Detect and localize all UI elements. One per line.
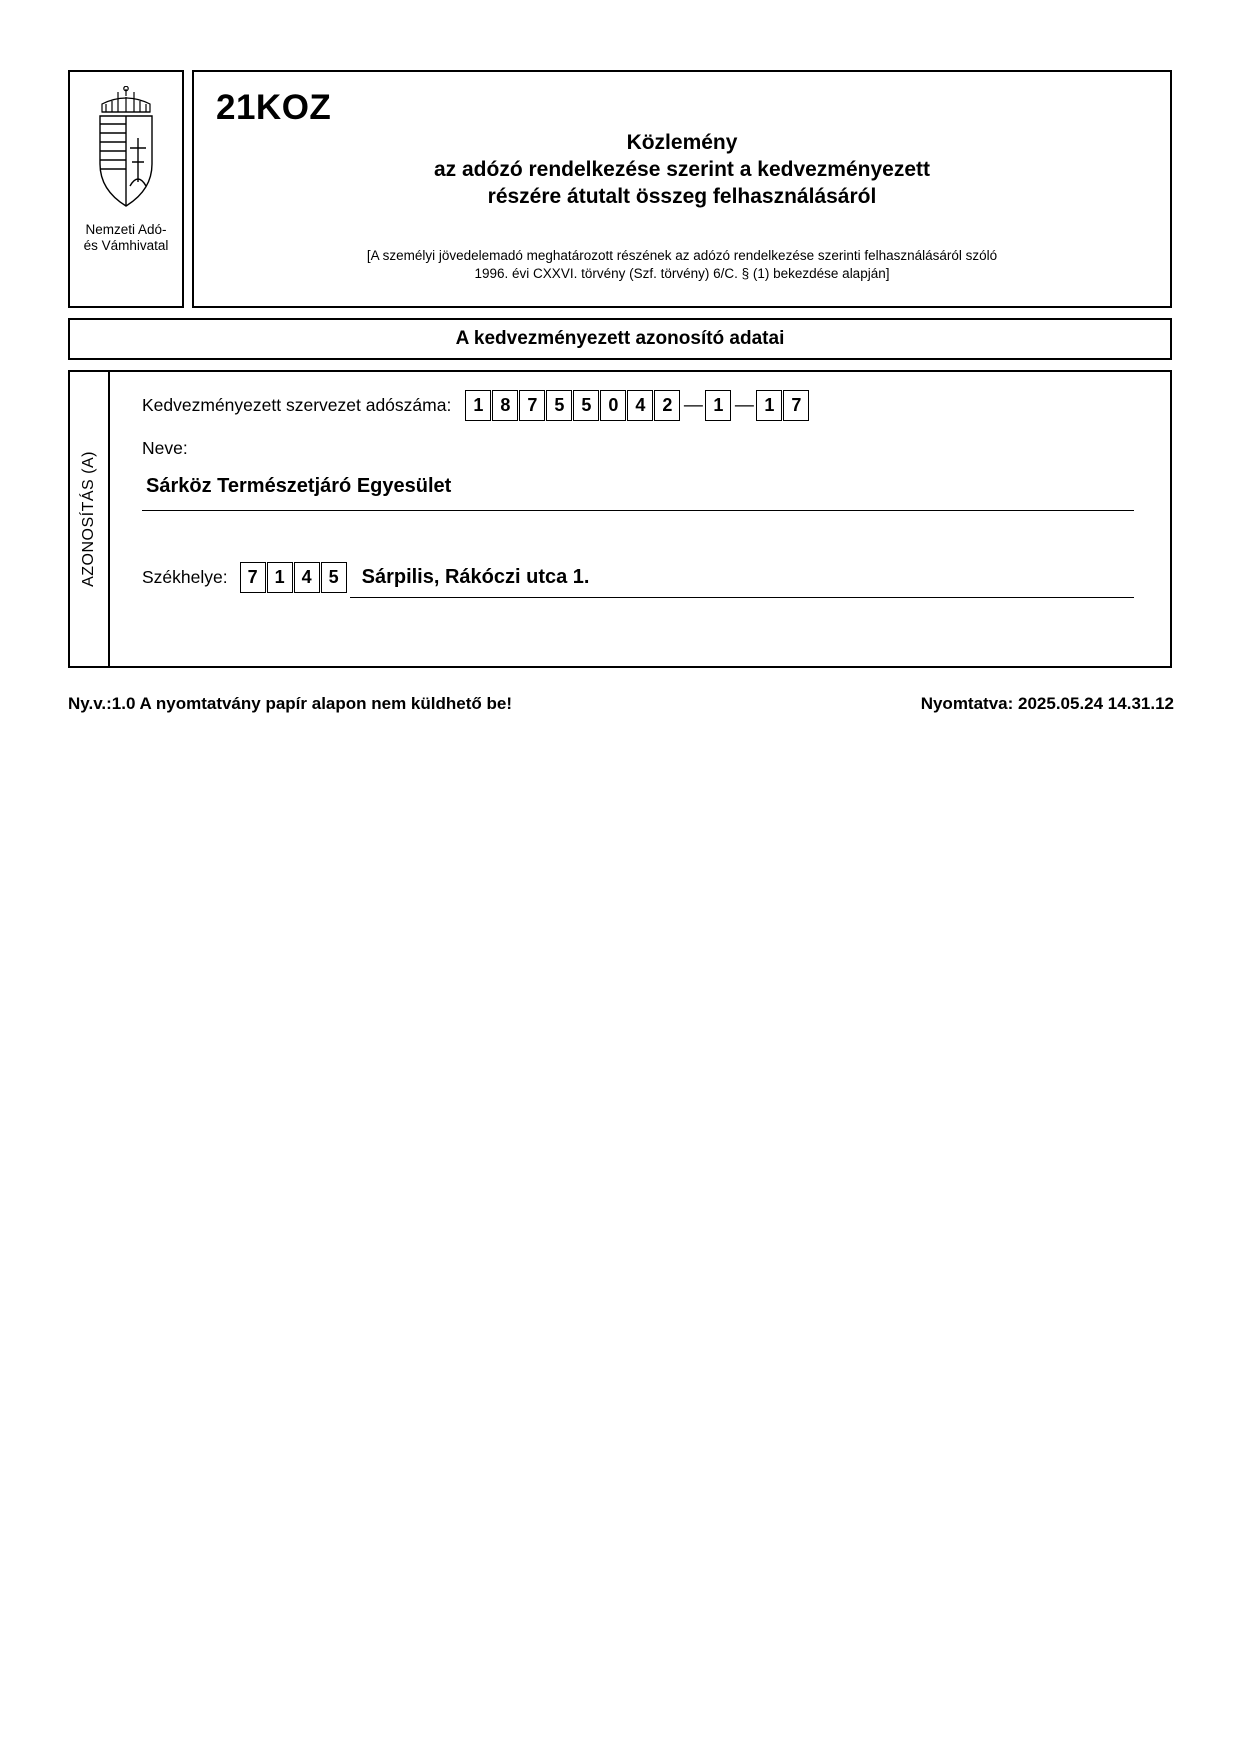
postal-digit[interactable]: 1 (267, 562, 293, 593)
seat-row (142, 562, 589, 593)
form-title (194, 130, 1170, 211)
postal-digit[interactable]: 5 (321, 562, 347, 593)
tax-digit[interactable]: 5 (573, 390, 599, 421)
address-value[interactable]: Sárpilis, Rákóczi utca 1. (361, 566, 590, 588)
organization-name-label: Neve: (142, 438, 188, 458)
tax-county-digit[interactable]: 1 (756, 390, 782, 421)
tax-digit[interactable]: 1 (465, 390, 491, 421)
tax-number-row (142, 390, 810, 421)
postal-digit[interactable]: 4 (294, 562, 320, 593)
section-side-label-text: AZONOSÍTÁS (A) (80, 451, 97, 587)
tax-digit[interactable]: 7 (519, 390, 545, 421)
form-title-box (192, 70, 1172, 308)
tax-number-label: Kedvezményezett szervezet adószáma: (142, 395, 452, 415)
identification-block (68, 370, 1172, 668)
address-underline (350, 597, 1134, 598)
tax-digit[interactable]: 8 (492, 390, 518, 421)
authority-name (84, 222, 169, 254)
tax-digit[interactable]: 5 (546, 390, 572, 421)
form-title-line2: az adózó rendelkezése szerint a kedvezményezett (433, 157, 931, 181)
legal-reference-line2: 1996. évi CXXVI. törvény (Szf. törvény) 6/C. § (1) bekezdése alapján] (474, 265, 890, 281)
tax-vat-digit[interactable]: 1 (705, 390, 731, 421)
authority-name-line1: Nemzeti Adó- (85, 222, 167, 237)
tax-number-separator: — (683, 394, 703, 416)
tax-county-digit[interactable]: 7 (783, 390, 809, 421)
organization-name-underline (142, 510, 1134, 511)
postal-digit[interactable]: 7 (240, 562, 266, 593)
legal-reference (234, 247, 1130, 282)
seat-label: Székhelye: (142, 567, 228, 587)
hungary-coat-of-arms-icon (88, 86, 164, 212)
document-footer (68, 694, 1174, 714)
print-timestamp: Nyomtatva: 2025.05.24 14.31.12 (920, 694, 1174, 713)
section-side-label (70, 372, 110, 666)
tax-number-separator: — (734, 394, 754, 416)
footer-note: Ny.v.:1.0 A nyomtatvány papír alapon nem küldhető be! (68, 694, 512, 713)
tax-digit[interactable]: 0 (600, 390, 626, 421)
form-header (68, 70, 1172, 308)
organization-name-value[interactable]: Sárköz Természetjáró Egyesület (146, 475, 452, 497)
authority-logo-box (68, 70, 184, 308)
form-title-line1: Közlemény (626, 131, 738, 154)
tax-number-input[interactable] (465, 390, 810, 421)
section-title-bar (68, 318, 1172, 360)
legal-reference-line1: [A személyi jövedelemadó meghatározott részének az adózó rendelkezése szerinti felhasználásáról szóló (366, 248, 998, 263)
form-title-line3: részére átutalt összeg felhasználásáról (487, 184, 877, 208)
tax-digit[interactable]: 4 (627, 390, 653, 421)
identification-fields (110, 372, 1170, 666)
postal-code-input[interactable] (240, 562, 348, 593)
tax-digit[interactable]: 2 (654, 390, 680, 421)
authority-name-line2: és Vámhivatal (83, 237, 169, 253)
section-title: A kedvezményezett azonosító adatai (455, 328, 785, 349)
form-code: 21KOZ (216, 88, 332, 127)
